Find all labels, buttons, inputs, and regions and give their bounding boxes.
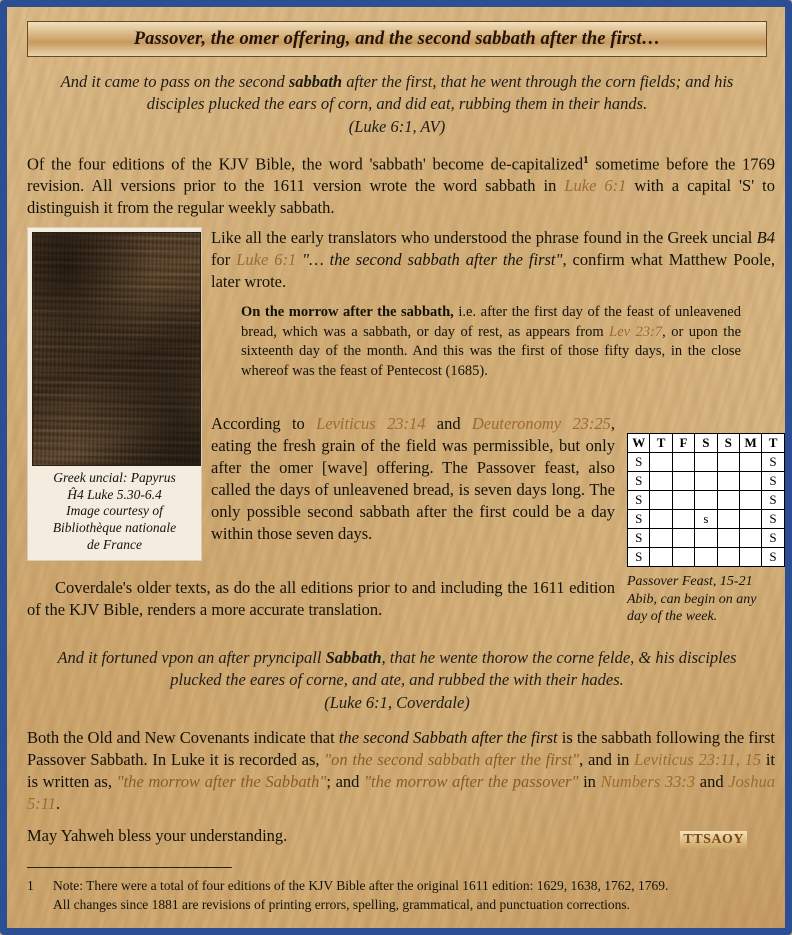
p2-text-d: , confirm what Matthew Poole, later wrote.: [211, 249, 775, 291]
table-cell: [695, 529, 717, 548]
passover-week-table-figure: [627, 433, 777, 626]
table-cell: S: [762, 453, 784, 472]
table-header-cell: S: [717, 434, 739, 453]
table-cell: [695, 548, 717, 567]
table-cell: [739, 472, 761, 491]
table-cell: [695, 453, 717, 472]
table-header-cell: M: [739, 434, 761, 453]
p2-ref-luke: Luke 6:1: [236, 249, 297, 269]
p3-ref-deuteronomy: Deuteronomy 23:25: [471, 414, 611, 433]
table-cell: s: [695, 510, 717, 529]
paragraph-leviticus-deut: [211, 413, 615, 545]
p2-uncial-label: B4: [756, 228, 775, 247]
table-cell: [695, 472, 717, 491]
table-cell: S: [762, 472, 784, 491]
table-cell: S: [628, 472, 650, 491]
verse-cov-line1-a: And it fortuned vpon an after pryncipall: [57, 648, 326, 667]
p2-text-c: "… the second sabbath after the first": [296, 249, 563, 269]
p5-ref-numbers: Numbers 33:3: [600, 771, 696, 791]
table-cell: [672, 491, 694, 510]
papyrus-caption-line1: Greek uncial: Papyrus: [53, 470, 176, 485]
table-cell: [739, 548, 761, 567]
verse-cov-bold-sabbath: Sabbath: [325, 648, 382, 667]
p5-text-b: is the sabbath following the first Passover Sabbath. In Luke it is recorded as,: [27, 728, 775, 769]
p5-text-f: in: [578, 771, 601, 791]
closing-text: May Yahweh bless your understanding.: [27, 826, 288, 845]
table-cell: [650, 491, 672, 510]
table-cell: S: [628, 453, 650, 472]
verse-av-line2: and his disciples plucked the ears of corn, and did eat, rubbing them in their hands.: [146, 72, 734, 114]
footnote-line-1: Note: There were a total of four editions of the KJV Bible after the original 1611 edition: 1629, 1638, 1762, 1769.: [53, 878, 669, 893]
p5-text-a: Both the Old and New Covenants indicate that: [27, 728, 339, 747]
poole-text-b: , or upon the sixteenth day of the month. And this was the first of those fifty days, in the close whereof was the feast of Pentecost (1685).: [241, 323, 741, 379]
p1-text-b: sometime before the 1769 revision. All versions prior to the 1611 version wrote the word sabbath in: [27, 154, 775, 196]
table-cell: [650, 453, 672, 472]
papyrus-caption-line5: de France: [86, 536, 143, 552]
title-banner: [27, 21, 767, 57]
p5-text-e: ; and: [326, 771, 365, 791]
table-row: [628, 491, 785, 510]
table-cell: [739, 453, 761, 472]
papyrus-figure: [27, 227, 202, 561]
table-cell: [672, 529, 694, 548]
page-title: Passover, the omer offering, and the second sabbath after the first…: [133, 28, 661, 49]
table-row: [628, 472, 785, 491]
footnote-divider: [27, 867, 232, 868]
p3-text-c: , eating the fresh grain of the field was permissible, but only after the omer [wave] offering. The Passover feast, also called the days of unleavened bread, is seven days long. The only possible second sabbath after the first could be a day within those seven days.: [211, 414, 615, 543]
table-cell: [650, 529, 672, 548]
table-cell: S: [762, 529, 784, 548]
table-cell: S: [628, 548, 650, 567]
p5-text-c: , and in: [579, 749, 635, 769]
p5-text-h: .: [56, 793, 61, 813]
poole-quote: [241, 303, 741, 381]
table-cell: [672, 472, 694, 491]
papyrus-caption: [32, 470, 197, 554]
table-cell: [695, 491, 717, 510]
table-cell: [739, 491, 761, 510]
verse-av-bold-sabbath: sabbath: [288, 72, 343, 91]
table-cell: [717, 548, 739, 567]
p2-text-b: for: [211, 249, 237, 269]
table-cell: S: [628, 491, 650, 510]
table-cell: [672, 510, 694, 529]
table-header-cell: S: [695, 434, 717, 453]
table-cell: [717, 491, 739, 510]
table-cell: [717, 510, 739, 529]
poole-ref-lev: Lev 23:7: [609, 323, 663, 340]
paragraph-greek-uncial: [211, 227, 775, 293]
table-header-cell: W: [628, 434, 650, 453]
table-header-cell: T: [762, 434, 784, 453]
table-row: [628, 548, 785, 567]
p2-text-a: Like all the early translators who understood the phrase found in the Greek uncial: [211, 228, 757, 247]
table-cell: [717, 529, 739, 548]
table-cell: [672, 548, 694, 567]
table-row: [628, 529, 785, 548]
table-cell: [672, 453, 694, 472]
papyrus-caption-line3: Image courtesy of: [66, 503, 163, 519]
table-cell: S: [762, 510, 784, 529]
verse-av-line1-c: after the first, that he went through the corn fields;: [342, 72, 682, 91]
table-header-cell: F: [672, 434, 694, 453]
p5-ref-joshua: Joshua 5:11: [27, 771, 775, 813]
footnote-line-2: All changes since 1881 are revisions of printing errors, spelling, grammatical, and punctuation corrections.: [53, 896, 630, 912]
table-cell: [650, 472, 672, 491]
table-cell: S: [628, 510, 650, 529]
p3-ref-leviticus: Leviticus 23:14: [316, 414, 426, 433]
verse-av-line1-a: And it came to pass on the second: [60, 72, 289, 91]
table-cell: [717, 453, 739, 472]
p3-text-b: and: [425, 414, 472, 433]
p1-text-a: Of the four editions of the KJV Bible, the word 'sabbath' become de-capitalized: [27, 154, 584, 174]
p3-text-a: According to: [211, 414, 317, 433]
p5-quote-morrow-passover: "the morrow after the passover": [364, 771, 579, 791]
p1-ref-luke: Luke 6:1: [564, 176, 627, 196]
verse-cov-line2: disciples plucked the eares of corne, and ate, and rubbed the with their hades.: [170, 648, 737, 690]
table-header-row: [628, 434, 785, 453]
verse-av: [37, 71, 757, 138]
p5-em-second-sabbath: the second Sabbath after the first: [338, 728, 558, 747]
paragraph-covenants: [27, 727, 775, 815]
table-row: [628, 453, 785, 472]
document-inner: [15, 15, 777, 920]
p5-quote-luke: "on the second sabbath after the first": [324, 749, 580, 769]
table-cell: S: [628, 529, 650, 548]
p5-ref-leviticus: Leviticus 23:11, 15: [634, 749, 762, 769]
footnote: [27, 877, 772, 915]
table-cell: [650, 548, 672, 567]
verse-cov-line1-c: , that he wente thorow the corne felde, & his: [381, 648, 675, 667]
p1-text-c: with a capital 'S' to distinguish it from the regular weekly sabbath.: [27, 176, 776, 218]
table-cell: [739, 529, 761, 548]
p5-text-d: it is written as,: [27, 749, 775, 791]
poole-text-a: i.e. after the first day of the feast of unleavened bread, which was a sabbath, or day of rest, as appears from: [241, 304, 741, 340]
passover-week-table: [627, 433, 785, 567]
paragraph-coverdale-intro: [27, 577, 615, 621]
verse-av-citation: (Luke 6:1, AV): [348, 116, 446, 136]
table-header-cell: T: [650, 434, 672, 453]
footnote-marker: 1: [583, 154, 589, 166]
table-cell: [739, 510, 761, 529]
table-cell: S: [762, 491, 784, 510]
table-cell: [650, 510, 672, 529]
footnote-number: 1: [27, 878, 34, 893]
closing-line: [27, 825, 627, 847]
p5-quote-morrow-sabbath: "the morrow after the Sabbath": [116, 771, 327, 791]
papyrus-image: [32, 232, 201, 466]
papyrus-caption-line4: Bibliothèque nationale: [52, 520, 177, 536]
paragraph-kjv-editions: [27, 153, 775, 219]
p5-text-g: and: [695, 771, 729, 791]
verse-cov-citation: (Luke 6:1, Coverdale): [324, 692, 470, 712]
week-table-caption: Passover Feast, 15-21 Abib, can begin on any day of the week.: [627, 574, 757, 624]
table-cell: S: [762, 548, 784, 567]
table-row: [628, 510, 785, 529]
table-cell: [717, 472, 739, 491]
p4-text: Coverdale's older texts, as do the all editions prior to and including the 1611 edition of the KJV Bible, renders a more accurate translation.: [27, 578, 615, 619]
verse-coverdale: [37, 647, 757, 714]
ttsaoy-logo: TTSAOY: [680, 831, 747, 849]
poole-lead: On the morrow after the sabbath,: [241, 304, 454, 320]
papyrus-caption-line2: Ĥ4 Luke 5.30-6.4: [67, 486, 162, 502]
